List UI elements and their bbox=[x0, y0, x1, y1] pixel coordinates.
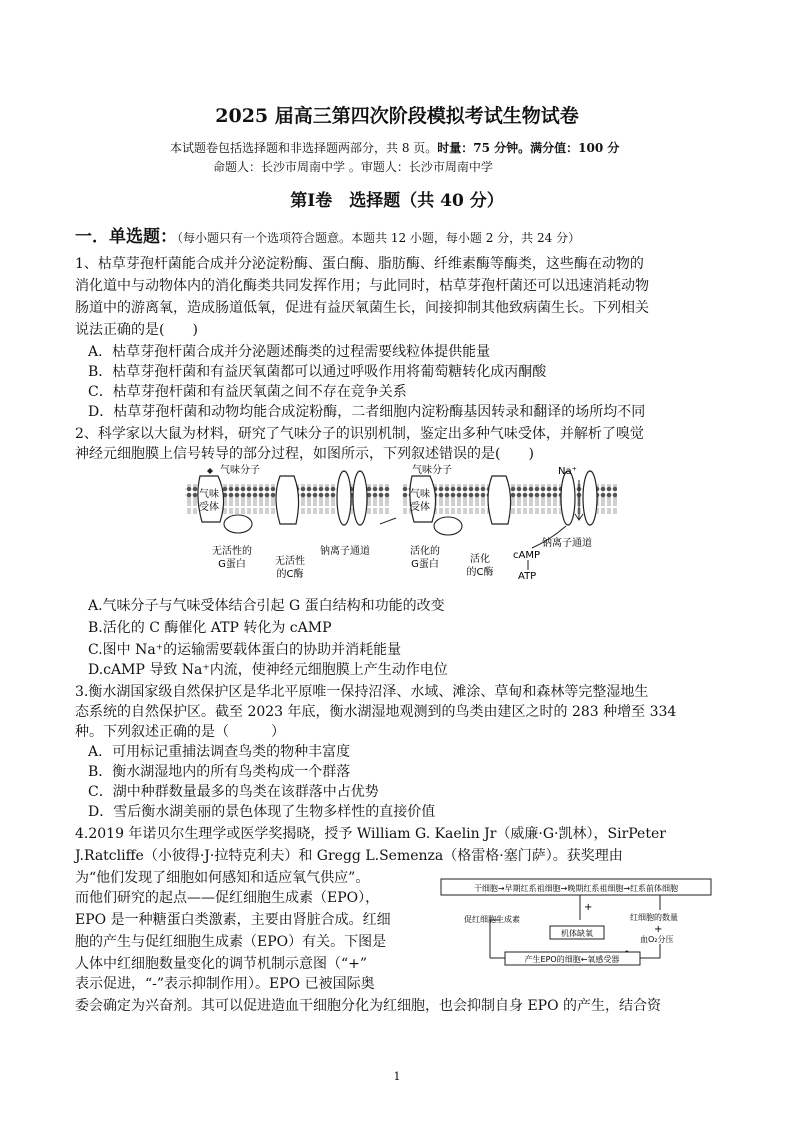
q4-line-9: 委会确定为兴奋剂。其可以促进造血干细胞分化为红细胞，也会抑制自身 EPO 的产生，结合资 bbox=[75, 998, 662, 1014]
q4-line-2: J.Ratcliffe（小彼得·J·拉特克利夫）和 Gregg L.Semenza（格雷格·塞门萨）。获奖理由 bbox=[75, 848, 623, 864]
q1-line-1: 1、枯草芽孢杆菌能合成并分泌淀粉酶、蛋白酶、脂肪酶、纤维素酶等酶类，这些酶在动物的 bbox=[75, 256, 644, 272]
q4-line-5: EPO 是一种糖蛋白类激素，主要由肾脏合成。红细 bbox=[75, 912, 391, 928]
c-enzyme-inactive-shape bbox=[276, 476, 299, 524]
q3-line-2: 态系统的自然保护区。截至 2023 年底，衡水湖湿地观测到的鸟类由建区之时的 283 种增至 334 bbox=[75, 704, 677, 720]
q2-option-a: A.气味分子与气味受体结合引起 G 蛋白结构和功能的改变 bbox=[88, 598, 445, 614]
q1-line-2: 消化道中与动物体内的消化酶类共同发挥作用；与此同时，枯草芽孢杆菌还可以迅速消耗动物 bbox=[75, 278, 649, 294]
q3-option-d: D．雪后衡水湖美丽的景色体现了生物多样性的直接价值 bbox=[88, 804, 436, 820]
rbc-count-label: 红细胞的数量 bbox=[630, 913, 678, 922]
part-title: 一．单选题： bbox=[75, 227, 177, 247]
g-protein-active-shape bbox=[434, 517, 462, 535]
plus-sign-2: + bbox=[654, 924, 663, 935]
svg-text:G蛋白: G蛋白 bbox=[411, 559, 439, 570]
epo-cell-label: 产生EPO的细胞←氧感受器 bbox=[524, 955, 620, 964]
q4-line-6: 胞的产生与促红细胞生成素（EPO）有关。下图是 bbox=[75, 934, 387, 950]
atp-label: ATP bbox=[518, 571, 537, 582]
epo-regulation-figure bbox=[440, 876, 720, 968]
part-note: （每小题只有一个选项符合题意。本题共 12 小题，每小题 2 分，共 24 分） bbox=[177, 231, 581, 245]
sodium-ion-label: Na⁺ bbox=[558, 466, 577, 477]
q1-option-d: D．枯草芽孢杆菌和动物均能合成淀粉酶，二者细胞内淀粉酶基因转录和翻译的场所均不同 bbox=[88, 404, 646, 420]
svg-text:受体: 受体 bbox=[410, 502, 430, 513]
q1-option-a: A．枯草芽孢杆菌合成并分泌题述酶类的过程需要线粒体提供能量 bbox=[88, 344, 491, 360]
q3-line-3: 种。下列叙述正确的是（ ） bbox=[75, 724, 285, 740]
hypoxia-label: 机体缺氧 bbox=[561, 929, 593, 938]
svg-text:气味: 气味 bbox=[410, 489, 430, 500]
c-enzyme-active-shape bbox=[488, 476, 511, 524]
svg-text:无活性的: 无活性的 bbox=[212, 546, 252, 557]
q2-option-c: C.图中 Na⁺的运输需要载体蛋白的协助并消耗能量 bbox=[88, 642, 402, 658]
svg-text:无活性: 无活性 bbox=[275, 556, 305, 567]
odor-label-left: 气味分子 bbox=[220, 465, 260, 476]
camp-label: cAMP bbox=[513, 550, 540, 561]
q3-line-1: 3.衡水湖国家级自然保护区是华北平原唯一保持沼泽、水域、滩涂、草甸和森林等完整湿地生 bbox=[75, 684, 649, 700]
q2-line-1: 2、科学家以大鼠为材料，研究了气味分子的识别机制，鉴定出多种气味受体，并解析了嗅觉 bbox=[75, 426, 644, 442]
svg-text:的C酶: 的C酶 bbox=[276, 569, 304, 580]
q2-option-d: D.cAMP 导致 Na⁺内流，使神经元细胞膜上产生动作电位 bbox=[88, 662, 448, 678]
odor-label-right: 气味分子 bbox=[412, 465, 452, 476]
q4-line-7: 人体中红细胞数量变化的调节机制示意图（“+” bbox=[75, 956, 368, 972]
section-title: 第Ⅰ卷 选择题（共 40 分） bbox=[290, 191, 504, 211]
svg-text:的C酶: 的C酶 bbox=[466, 567, 494, 578]
transition-arrow bbox=[380, 518, 396, 524]
epo-label: 促红细胞生成素 bbox=[464, 915, 520, 924]
plus-sign-1: + bbox=[584, 902, 593, 913]
odor-molecule-icon bbox=[207, 468, 213, 474]
q4-line-3: 为“他们发现了细胞如何感知和适应氧气供应”。 bbox=[75, 870, 370, 886]
q3-option-c: C．湖中种群数量最多的鸟类在该群落中占优势 bbox=[88, 784, 379, 800]
oxygen-sensor-line bbox=[640, 944, 660, 958]
exam-info-scope: 本试题卷包括选择题和非选择题两部分，共 8 页。 bbox=[170, 141, 438, 155]
q1-line-4: 说法正确的是( ) bbox=[75, 322, 198, 338]
q4-line-4: 而他们研究的起点——促红细胞生成素（EPO）， bbox=[75, 890, 380, 906]
q3-option-a: A．可用标记重捕法调查鸟类的物种丰富度 bbox=[88, 744, 351, 760]
q3-option-b: B．衡水湖湿地内的所有鸟类构成一个群落 bbox=[88, 764, 351, 780]
part-heading bbox=[75, 222, 580, 247]
sodium-channel-left-a bbox=[337, 471, 351, 525]
q1-option-c: C．枯草芽孢杆菌和有益厌氧菌之间不存在竞争关系 bbox=[88, 384, 407, 400]
differentiation-chain-label: 干细胞→早期红系祖细胞→晚期红系祖细胞→红系前体细胞 bbox=[473, 884, 679, 893]
blood-oxygen-label: 血O₂分压 bbox=[640, 935, 674, 944]
q4-line-1: 4.2019 年诺贝尔生理学或医学奖揭晓，授予 William G. Kaelin Jr（威廉·G·凯林），SirPeter bbox=[75, 826, 666, 842]
q2-option-b: B.活化的 C 酶催化 ATP 转化为 cAMP bbox=[88, 620, 332, 636]
page-title: 2025 届高三第四次阶段模拟考试生物试卷 bbox=[215, 105, 579, 127]
q4-line-8: 表示促进，“-”表示抑制作用）。EPO 已被国际奥 bbox=[75, 976, 375, 992]
exam-authors: 命题人：长沙市周南中学 。审题人：长沙市周南中学 bbox=[213, 160, 493, 174]
channel-label-left: 钠离子通道 bbox=[320, 546, 370, 557]
q1-line-3: 肠道中的游离氧，造成肠道低氧，促进有益厌氧菌生长，间接抑制其他致病菌生长。下列相关 bbox=[75, 300, 649, 316]
exam-info-time-score: 时量：75 分钟。满分值：100 分 bbox=[437, 141, 620, 155]
q2-line-2: 神经元细胞膜上信号转导的部分过程，如图所示，下列叙述错误的是( ) bbox=[75, 446, 534, 462]
epo-feedback-line bbox=[490, 920, 500, 958]
svg-text:受体: 受体 bbox=[199, 502, 219, 513]
svg-text:G蛋白: G蛋白 bbox=[218, 559, 246, 570]
svg-text:活化的: 活化的 bbox=[410, 546, 440, 557]
sodium-channel-right-b bbox=[583, 471, 597, 525]
q1-option-b: B．枯草芽孢杆菌和有益厌氧菌都可以通过呼吸作用将葡萄糖转化成丙酮酸 bbox=[88, 364, 547, 380]
page-number: 1 bbox=[393, 1070, 401, 1083]
sodium-channel-left-b bbox=[353, 471, 367, 525]
receptor-left-label: 气味 bbox=[199, 489, 219, 500]
olfactory-signal-figure bbox=[180, 462, 620, 594]
sodium-channel-right-a bbox=[561, 471, 575, 525]
channel-label-right: 钠离子通道 bbox=[542, 538, 592, 549]
svg-text:活化: 活化 bbox=[470, 554, 490, 565]
exam-info bbox=[170, 139, 619, 156]
g-protein-inactive-shape bbox=[224, 515, 252, 533]
